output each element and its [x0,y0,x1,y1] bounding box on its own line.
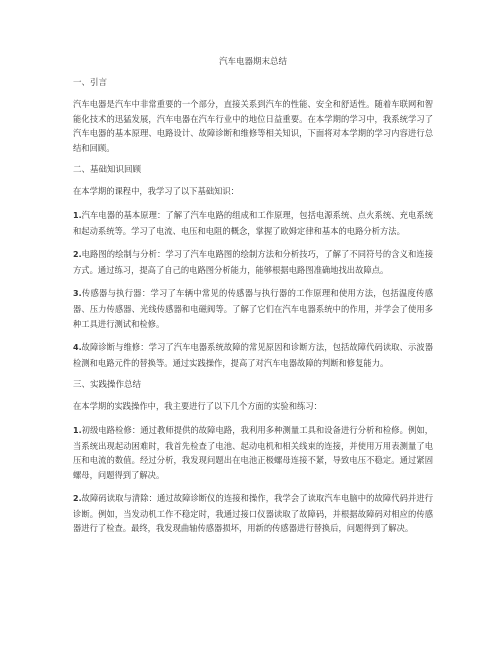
section-heading-basics: 二、基础知识回顾 [73,165,142,176]
list-item [73,423,433,482]
section-heading-introduction: 一、引言 [73,78,108,88]
item-text: 故障诊断与维修：学习了汽车电器系统故障的常见原因和诊断方法，包括故障代码读取、示波器检测和电路元件的替换等。通过实践操作，提高了对汽车电器故障的判断和修复能力。 [73,342,433,368]
section-heading-practice: 三、实践操作总结 [73,380,142,391]
item-number: 2. [73,494,82,504]
list-item [73,340,433,370]
item-number: 2. [73,250,82,260]
practice-intro: 在本学期的实践操作中，我主要进行了以下几个方面的实验和练习： [73,401,322,412]
basics-intro: 在本学期的课程中，我学习了以下基础知识： [73,186,239,197]
item-text: 电路图的绘制与分析：学习了汽车电路图的绘制方法和分析技巧，了解了不同符号的含义和连接方式。通过练习，提高了自己的电路图分析能力，能够根据电路图准确地找出故障点。 [73,249,433,275]
item-number: 1. [73,425,82,435]
list-item [73,247,433,277]
item-text: 故障码读取与清除：通过故障诊断仪的连接和操作，我学会了读取汽车电脑中的故障代码并进行诊断。例如，当发动机工作不稳定时，我通过接口仪器读取了故障码，并根据故障码对相应的传感器进行了检查。最终，我发现曲轴传感器损坏，用新的传感器进行替换后，问题得到了解决。 [73,493,433,534]
item-number: 1. [73,210,82,220]
document-title: 汽车电器期末总结 [218,57,287,67]
list-item [73,491,433,536]
item-number: 4. [73,343,82,353]
document-page [73,56,433,545]
list-item [73,208,433,238]
item-text: 传感器与执行器：学习了车辆中常见的传感器与执行器的工作原理和使用方法，包括温度传感器、压力传感器、光线传感器和电磁阀等。了解了它们在汽车电器系统中的作用，并学会了使用多种工具进行测试和检修。 [73,288,433,329]
introduction-paragraph: 汽车电器是汽车中非常重要的一个部分，直接关系到汽车的性能、安全和舒适性。随着车联网和智能化技术的迅猛发展，汽车电器在汽车行业中的地位日益重要。在本学期的学习中，我系统学习了汽车电器的基本原理、电路设计、故障诊断和维修等相关知识，下面将对本学期的学习内容进行总结和回顾。 [73,99,433,153]
item-text: 汽车电器的基本原理：了解了汽车电路的组成和工作原理，包括电源系统、点火系统、充电系统和起动系统等。学习了电流、电压和电阻的概念，掌握了欧姆定律和基本的电路分析方法。 [73,209,433,236]
list-item [73,286,433,331]
item-number: 3. [73,289,82,299]
item-text: 初级电路检修：通过教师提供的故障电路，我利用多种测量工具和设备进行分析和检修。例如，当系统出现起动困难时，我首先检查了电池、起动电机和相关线束的连接，并使用万用表测量了电压和电流的数值。经过分析，我发现问题出在电池正极螺母连接不紧，导致电压不稳定。通过紧固螺母，问题得到了解决。 [73,424,433,480]
